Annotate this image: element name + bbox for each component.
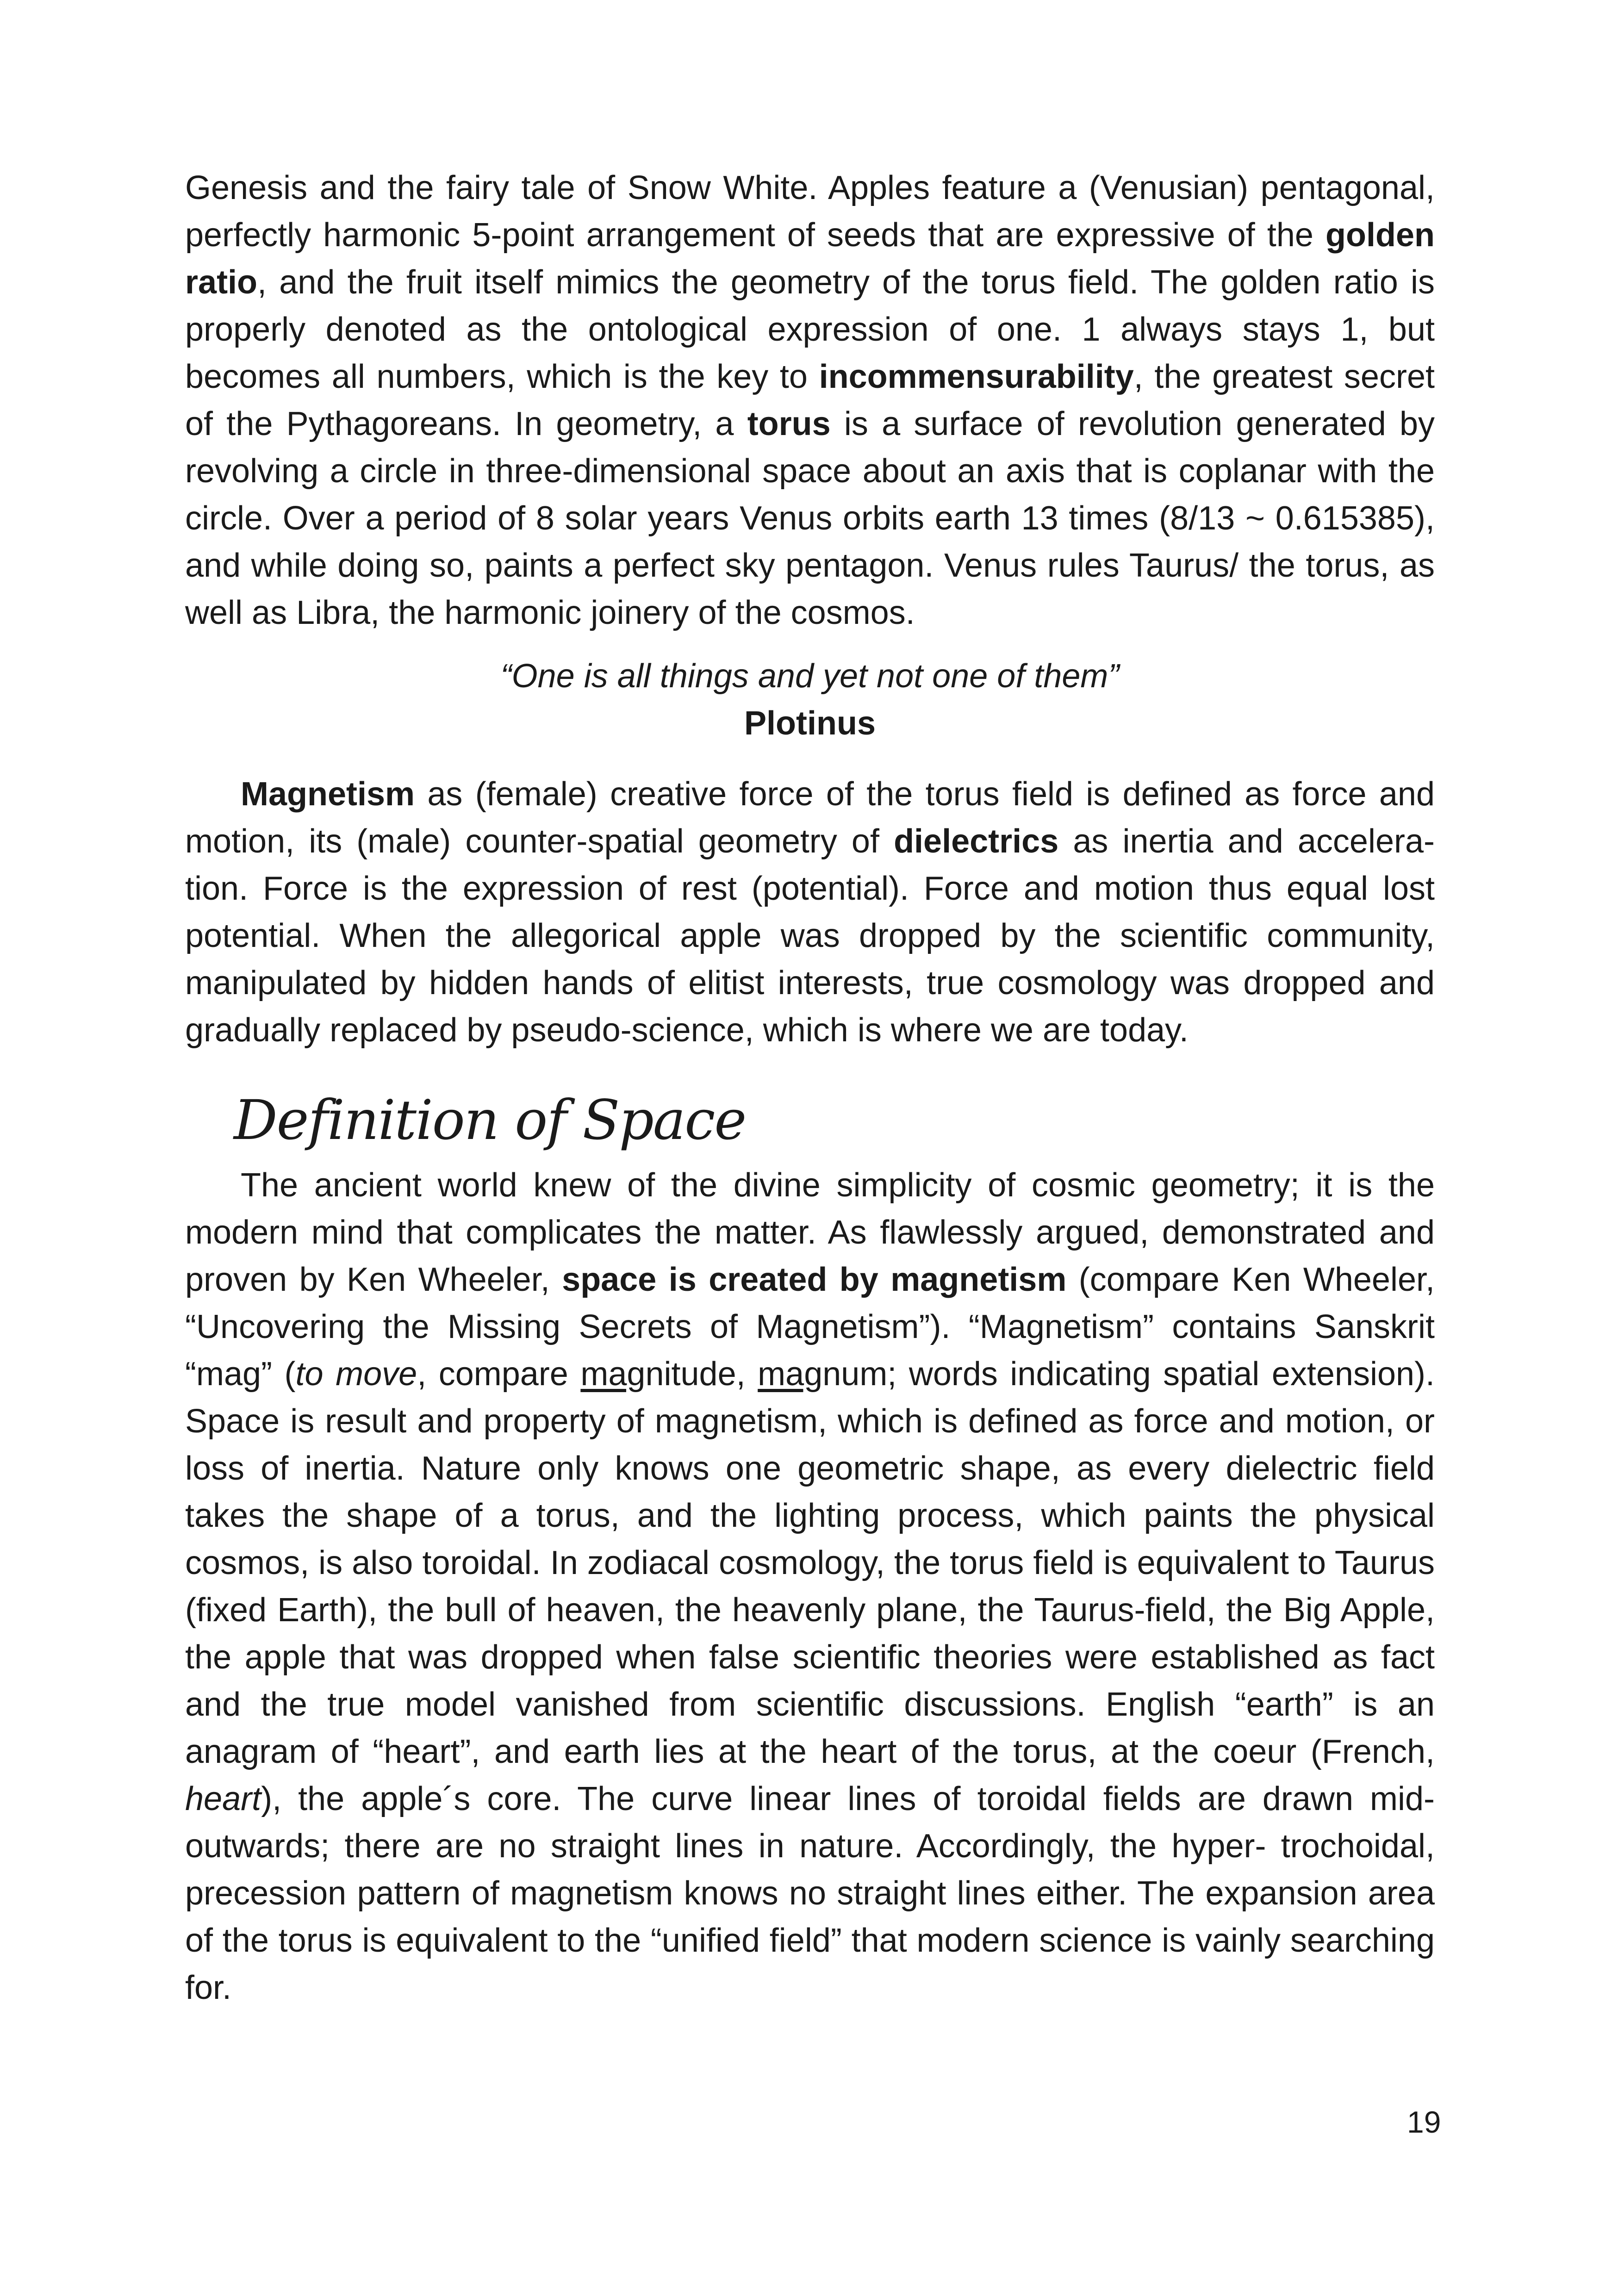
text-span: , and the fruit itself mimics the geometry of the torus field. The golden ratio is properly denoted as the ontological expression of one. 1 always stays 1, but becomes all numbers, which is the key to xyxy=(185,264,1435,395)
section-heading: Definition of Space xyxy=(234,1088,746,1152)
text-span: is a surface of revolution generated by revolving a circle in three-dimensional space about an axis that is coplanar with the circle. Over a period of 8 solar years Venus orbits earth 13 times (8/13 ~ 0.615385), and while doing so, paints a perfect sky pentagon. Venus rules Taurus/ the torus, as well as Libra, the harmonic joinery of the cosmos. xyxy=(185,405,1435,631)
underlined-mag: mag xyxy=(758,1356,823,1393)
underlined-mag: mag xyxy=(580,1356,646,1393)
text-span: ), the apple´s core. The curve linear lines of toroidal fields are drawn mid- outwards; there are no straight lines in nature. Accordingly, the hyper- trochoidal, precession pattern of magnetism knows no straight lines either. The expansion area of the torus is equivalent to the “unified field” that modern science is vainly searching for. xyxy=(185,1780,1435,2006)
text-span: as inertia and acceleration. Force is the expression of rest (potential). Force and motion thus equal lost potential. When the allegorical apple was dropped by the scientific community, manipulated by hidden hands of elitist interests, true cosmology was dropped and gradually replaced by pseudo-science, which is where we are today. xyxy=(185,823,1435,1049)
term-dielectrics: dielectrics xyxy=(894,823,1059,860)
text-span: num; words indicating spatial extension). Space is result and property of magnetism, which is defined as force and motion, or loss of inertia. Nature only knows one geometric shape, as every dielectric field takes the shape of a torus, and the lighting process, which paints the physical cosmos, is also toroidal. In zodiacal cosmology, the torus field is equivalent to Taurus (fixed Earth), the bull of heaven, the heavenly plane, the Taurus-field, the Big Apple, the apple that was dropped when false scientific theories were established as fact and the true model vanished from scientific discussions. English “earth” is an anagram of “heart”, and earth lies at the heart of the torus, at the coeur (French, xyxy=(185,1356,1435,1770)
term-space-magnetism: space is created by magnetism xyxy=(562,1261,1067,1298)
quote-text: “One is all things and yet not one of them” xyxy=(500,658,1120,695)
term-magnetism: Magnetism xyxy=(241,776,415,813)
text-span: nitude, xyxy=(645,1356,758,1393)
text-span: as (female) creative force of the torus field is defined as force and motion, its (male) counter-spatial geometry of xyxy=(185,776,1435,860)
text-span: (compare Ken Wheeler, “Uncovering the Missing Secrets of Magnetism”). “Magnetism” contains Sanskrit “mag” ( xyxy=(185,1261,1435,1393)
quote-author: Plotinus xyxy=(744,705,876,742)
text-span: Genesis and the fairy tale of Snow White. Apples feature a (Venusian) pentagonal, perfectly harmonic 5-point arrangement of seeds that are expressive of the xyxy=(185,169,1435,254)
page-number: 19 xyxy=(1407,2105,1441,2139)
term-golden-ratio: golden ratio xyxy=(185,217,1435,301)
term-torus: torus xyxy=(747,405,831,442)
paragraph-magnetism xyxy=(185,771,1435,1054)
term-heart: heart xyxy=(185,1780,261,1817)
paragraph-definition-of-space xyxy=(185,1162,1435,2011)
text-span: The ancient world knew of the divine simplicity of cosmic geometry; it is the modern mind that complicates the matter. As flawlessly argued, demonstrated and proven by Ken Wheeler, xyxy=(185,1167,1435,1298)
text-span: , compare xyxy=(417,1356,581,1393)
epigraph-quote xyxy=(185,653,1435,747)
paragraph-apples-torus xyxy=(185,164,1435,636)
text-span: , the greatest secret of the Pythagoreans. In geometry, a xyxy=(185,358,1435,442)
term-to-move: to move xyxy=(295,1356,417,1393)
term-incommensurability: incommensurability xyxy=(819,358,1134,395)
